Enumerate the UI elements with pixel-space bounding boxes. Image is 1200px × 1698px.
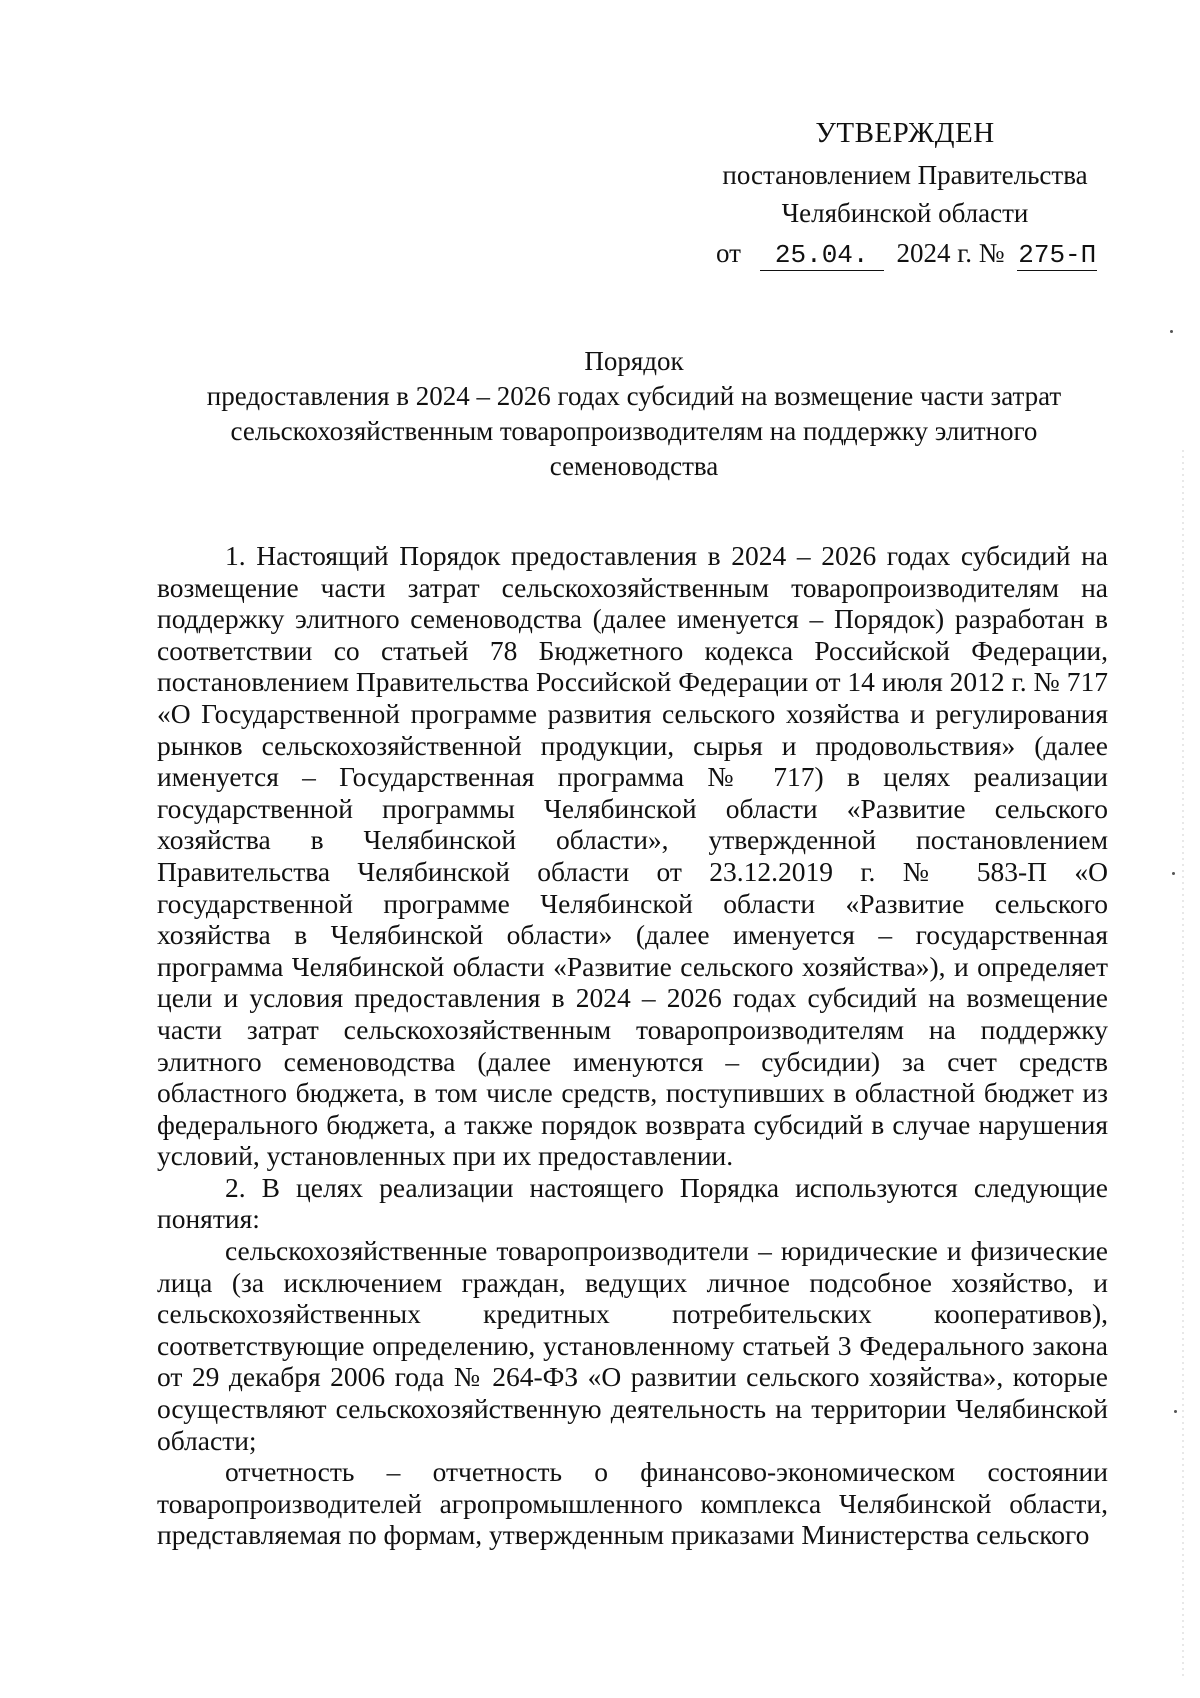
approval-title: УТВЕРЖДЕН xyxy=(815,117,995,149)
title-subtitle: предоставления в 2024 – 2026 годах субсидий на возмещение части затрат сельскохозяйственным товаропроизводителям на поддержку элитного семеноводства xyxy=(206,381,1062,481)
approval-line-2: Челябинской области xyxy=(781,198,1029,228)
approval-line-1: постановлением Правительства xyxy=(722,160,1088,190)
document-body xyxy=(157,540,1108,1551)
document-title xyxy=(150,344,1118,484)
scan-speck xyxy=(1172,872,1175,875)
definition-reporting: отчетность – отчетность о финансово-экономическом состоянии товаропроизводителей агропромышленного комплекса Челябинской области, представляемая по формам, утвержденным приказами Министерства сельского xyxy=(157,1456,1108,1551)
title-heading: Порядок xyxy=(584,346,684,376)
scan-speck xyxy=(1170,330,1173,333)
approval-date: 25.04. xyxy=(760,240,884,271)
paragraph-2: 2. В целях реализации настоящего Порядка используются следующие понятия: xyxy=(157,1171,1108,1235)
approval-year: 2024 г. № xyxy=(896,238,1005,268)
definition-producers: сельскохозяйственные товаропроизводители – юридические и физические лица (за исключением граждан, ведущих личное подсобное хозяйство, и сельскохозяйственных кредитных потребительских кооперативов), соответствующие определению, установленному статьей 3 Федерального закона от 29 декабря 2006 года № 264-ФЗ «О развитии сельского хозяйства», которые осуществляют сельскохозяйственную деятельность на территории Челябинской области; xyxy=(157,1235,1108,1456)
approval-block xyxy=(690,114,1120,272)
approval-number: 275-П xyxy=(1018,240,1097,270)
paragraph-1: 1. Настоящий Порядок предоставления в 2024 – 2026 годах субсидий на возмещение части затрат сельскохозяйственным товаропроизводителям на поддержку элитного семеноводства (далее именуется – Порядок) разработан в соответствии со статьей 78 Бюджетного кодекса Российской Федерации, постановлением Правительства Российской Федерации от 14 июля 2012 г. № 717 «О Государственной программе развития сельского хозяйства и регулирования рынков сельскохозяйственной продукции, сырья и продовольствия» (далее именуется – Государственная программа № 717) в целях реализации государственной программы Челябинской области «Развитие сельского хозяйства в Челябинской области», утвержденной постановлением Правительства Челябинской области от 23.12.2019 г. № 583-П «О государственной программе Челябинской области «Развитие сельского хозяйства в Челябинской области» (далее именуется – государственная программа Челябинской области «Развитие сельского хозяйства»), и определяет цели и условия предоставления в 2024 – 2026 годах субсидий на возмещение части затрат сельскохозяйственным товаропроизводителям на поддержку элитного семеноводства (далее именуются – субсидии) за счет средств областного бюджета, в том числе средств, поступивших в областной бюджет из федерального бюджета, а также порядок возврата субсидий в случае нарушения условий, установленных при их предоставлении. xyxy=(157,540,1108,1172)
scan-edge-artifact xyxy=(1182,450,1184,1680)
approval-date-line xyxy=(690,234,1120,272)
scan-speck xyxy=(1174,1410,1177,1413)
approval-from-label: от xyxy=(716,238,741,268)
